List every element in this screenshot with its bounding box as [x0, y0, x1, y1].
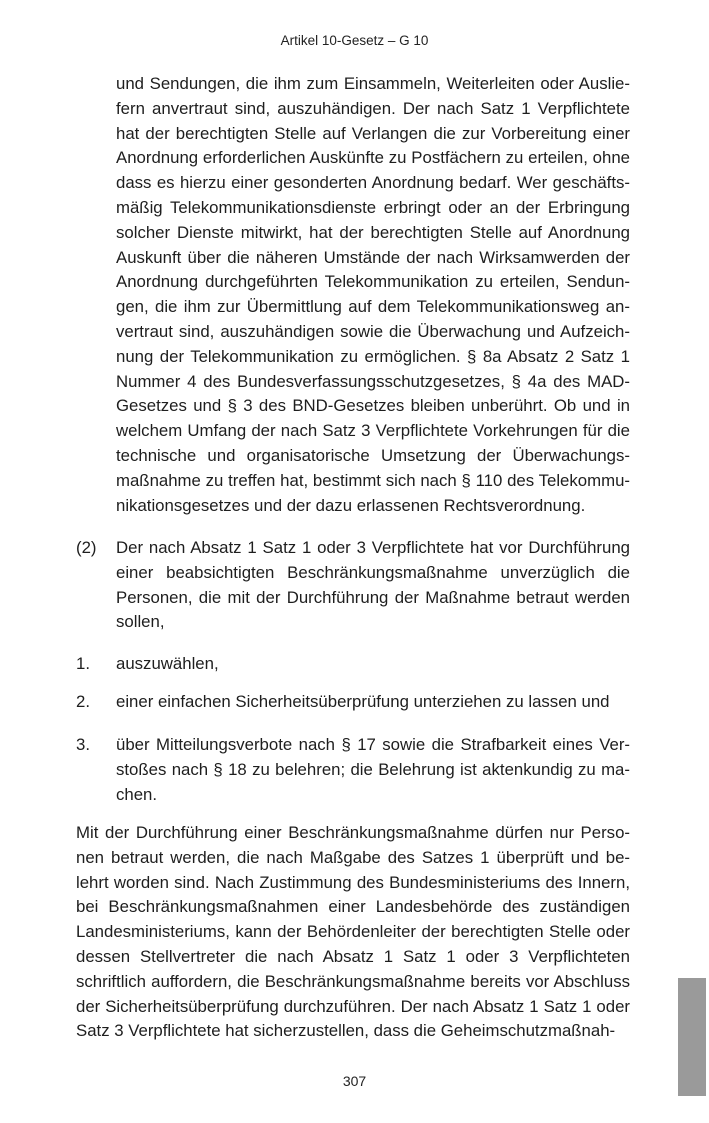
paragraph-text: Der nach Absatz 1 Satz 1 oder 3 Verpflichtete hat vor Durchführung einer beabsichtigten Beschränkungsmaßnahme unverzüglich die Personen, die mit der Durchführung der Maßnahme betraut werden sollen, [116, 538, 630, 632]
running-header: Artikel 10-Gesetz – G 10 [280, 33, 429, 48]
final-paragraph: Mit der Durchführung einer Beschränkungsmaßnahme dürfen nur Personen betraut werden, die nach Maßgabe des Satzes 1 überprüft und belehrt worden sind. Nach Zustimmung des Bundesministeriums des Innern, bei Beschränkungsmaßnahmen einer Landesbehörde des zuständigen Landesministeriums, kann der Behördenleiter der berechtigten Stelle oder dessen Stellvertreter die nach Absatz 1 Satz 1 oder 3 Verpflichteten schriftlich auffordern, die Beschränkungsmaßnahme bereits vor Abschluss der Sicherheitsüberprüfung durchzuführen. Der nach Absatz 1 Satz 1 oder Satz 3 Verpflichtete hat sicherzustellen, dass die Geheimschutzmaßnah- [76, 823, 630, 1041]
page-number: 307 [342, 1073, 367, 1089]
list-item-number: 2. [76, 692, 90, 711]
list-item [76, 690, 630, 715]
continuation-paragraph: und Sendungen, die ihm zum Einsammeln, Weiterleiten oder Ausliefern anvertraut sind, auszuhändigen. Der nach Satz 1 Verpflichtete hat der berechtigten Stelle auf Verlangen die zur Vorbereitung einer Anordnung erforderlichen Auskünfte zu Postfächern zu erteilen, ohne dass es hierzu einer gesonderten Anordnung bedarf. Wer geschäftsmäßig Telekommunikationsdienste erbringt oder an der Erbringung solcher Dienste mitwirkt, hat der berechtigten Stelle auf Anordnung Auskunft über die näheren Umstände der nach Wirksamwerden der Anordnung durchgeführten Telekommunikation zu erteilen, Sendungen, die ihm zur Übermittlung auf dem Telekommunikationsweg anvertraut sind, auszuhändigen sowie die Überwachung und Aufzeichnung der Telekommunikation zu ermöglichen. § 8a Absatz 2 Satz 1 Nummer 4 des Bundesverfassungsschutzgesetzes, § 4a des MAD-Gesetzes und § 3 des BND-Gesetzes bleiben unberührt. Ob und in welchem Umfang der nach Satz 3 Verpflichtete Vorkehrungen für die technische und organisatorische Umsetzung der Überwachungsmaßnahme zu treffen hat, bestimmt sich nach § 110 des Telekommunikationsgesetzes und der dazu erlassenen Rechtsverordnung. [116, 74, 630, 515]
paragraph-number: (2) [76, 538, 97, 557]
list-item [76, 733, 630, 807]
list-item-text: einer einfachen Sicherheitsüberprüfung unterziehen zu lassen und [116, 692, 610, 711]
list-item-number: 1. [76, 654, 90, 673]
paragraph-2 [76, 536, 630, 635]
thumb-index-tab [678, 978, 706, 1096]
list-item [76, 652, 630, 677]
list-item-text: über Mitteilungsverbote nach § 17 sowie die Strafbarkeit eines Verstoßes nach § 18 zu belehren; die Belehrung ist aktenkundig zu machen. [116, 735, 630, 804]
list-item-number: 3. [76, 735, 90, 754]
list-item-text: auszuwählen, [116, 654, 219, 673]
